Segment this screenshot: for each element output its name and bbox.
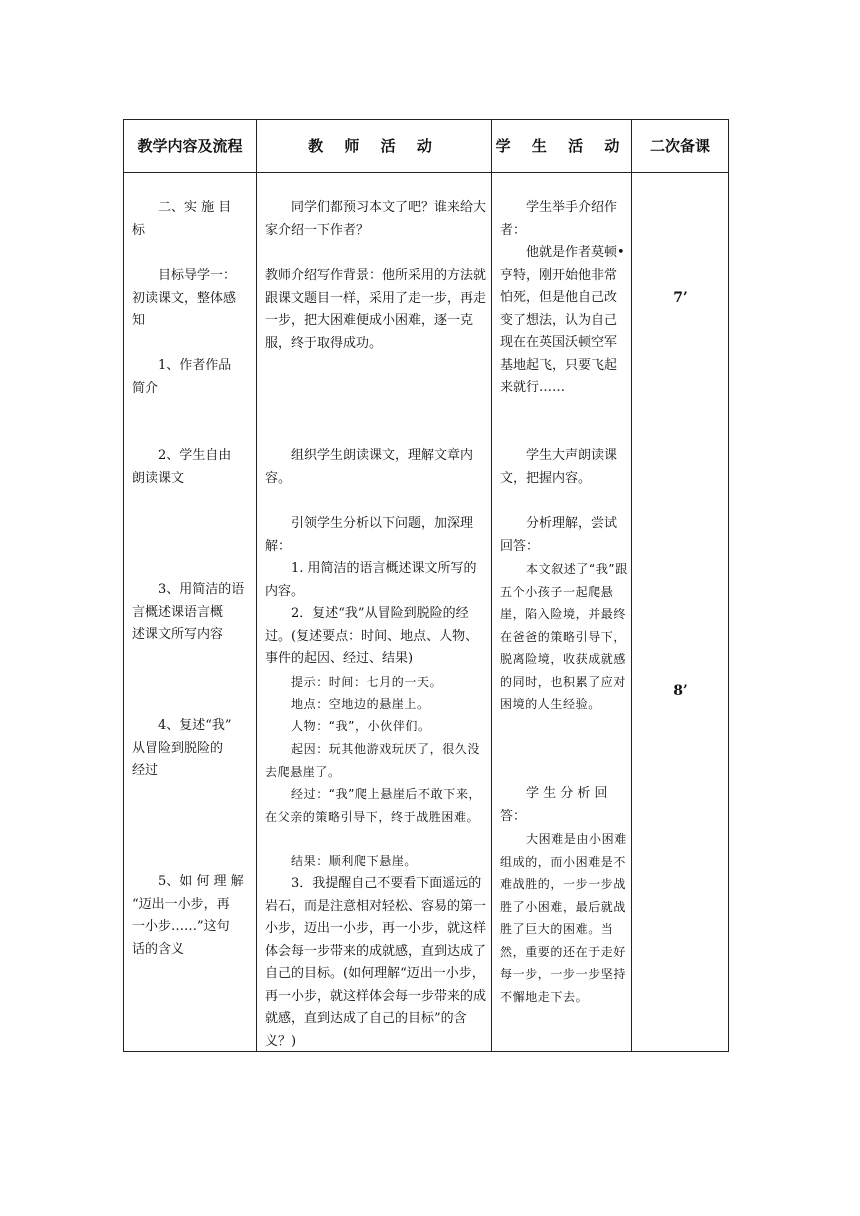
content-line: 简介 — [132, 380, 159, 396]
content-line: 经过 — [132, 763, 159, 778]
student-paragraph: 学 生 分 析 回答： — [500, 786, 608, 824]
header-row — [124, 120, 729, 173]
content-line: 目标导学一： — [158, 268, 237, 283]
teacher-activity-cell — [257, 173, 492, 1052]
header-content-flow-label: 教学内容及流程 — [137, 136, 243, 155]
content-line: 2、学生自由 — [158, 448, 232, 463]
teacher-question: 3．我提醒自己不要看下面遥远的岩石，而是注意相对轻松、容易的第一小步，迈出一小步，再一小步，就这样体会每一步带来的成就感，直到达成了自己的目标。(如何理解“迈出一小步，再一小步，就这样体会每一步带来的成就感，直到达成了自己的目标”的含义？) — [265, 876, 487, 1049]
teacher-paragraph: 教师介绍写作背景：他所采用的方法就跟课文题目一样，采用了走一步，再走一步，把大困难便成小困难，逐一克服，终于取得成功。 — [265, 268, 487, 351]
student-activity-cell — [492, 173, 632, 1052]
header-second-prep-label: 二次备课 — [649, 136, 710, 155]
content-line: 3、用简洁的语 — [158, 582, 245, 597]
student-paragraph: 他就是作者莫顿•亨特，刚开始他非常怕死，但是他自己改变了想法，认为自己现在在英国沃顿空军基地起飞，只要飞起来就行…… — [500, 245, 625, 395]
teacher-paragraph: 引领学生分析以下问题，加深理解： — [265, 516, 474, 554]
student-paragraph: 学生大声朗读课文，把握内容。 — [500, 448, 618, 486]
content-line: 从冒险到脱险的 — [132, 740, 224, 756]
lesson-plan-table — [123, 119, 729, 1052]
header-teacher-activity — [257, 120, 492, 173]
content-line: 言概述课语言概 — [132, 604, 224, 620]
student-paragraph: 学生举手介绍作者： — [500, 200, 618, 238]
header-teacher-label: 教 师 活 动 — [308, 136, 440, 155]
teacher-paragraph: 组织学生朗读课文，理解文章内容。 — [265, 448, 474, 486]
teacher-hint: 提示：时间：七月的一天。 — [291, 675, 443, 689]
content-line: 5、如 何 理 解 — [158, 874, 244, 889]
content-line: 标 — [132, 222, 146, 238]
teacher-hint: 人物：“我”，小伙伴们。 — [291, 719, 431, 733]
content-line: 朗读课文 — [132, 470, 185, 486]
teacher-hint: 起因：玩其他游戏玩厌了，很久没去爬悬崖了。 — [265, 742, 481, 779]
content-line: 一小步……”这句 — [132, 919, 230, 934]
content-line: 知 — [132, 313, 146, 328]
content-line: 初读课文，整体感 — [132, 290, 237, 306]
header-student-label: 学 生 活 动 — [495, 136, 628, 155]
header-content-flow — [124, 120, 257, 173]
time-note: 8’ — [673, 683, 688, 699]
content-line: 4、复述“我” — [158, 718, 232, 733]
teacher-paragraph: 同学们都预习本文了吧？谁来给大家介绍一下作者？ — [265, 200, 487, 238]
content-line: 述课文所写内容 — [132, 627, 224, 642]
teacher-hint: 经过：“我”爬上悬崖后不敢下来，在父亲的策略引导下，终于战胜困难。 — [265, 787, 482, 824]
content-line: 二、实 施 目 — [158, 200, 232, 215]
teacher-question: 1. 用简洁的语言概述课文所写的内容。 — [265, 561, 477, 599]
teacher-hint: 结果：顺利爬下悬崖。 — [291, 854, 418, 868]
student-answer: 本文叙述了“我”跟五个小孩子一起爬悬崖，陷入险境，并最终在爸爸的策略引导下，脱离险境，收获成就感的同时，也积累了应对困境的人生经验。 — [500, 562, 628, 711]
body-row — [124, 173, 729, 1052]
content-line: 话的含义 — [132, 941, 185, 957]
content-flow-cell — [124, 173, 257, 1052]
student-paragraph: 分析理解，尝试回答： — [500, 516, 618, 554]
content-line: 1、作者作品 — [158, 358, 232, 373]
student-answer: 大困难是由小困难组成的，而小困难是不难战胜的，一步一步战胜了小困难，最后就战胜了巨大的困难。当然，重要的还在于走好每一步，一步一步坚持不懈地走下去。 — [500, 832, 627, 1004]
teacher-hint: 地点：空地边的悬崖上。 — [291, 697, 430, 711]
time-note: 7’ — [673, 290, 688, 306]
header-student-activity — [492, 120, 632, 173]
teacher-question: 2．复述“我”从冒险到脱险的经过。(复述要点：时间、地点、人物、事件的起因、经过、结果) — [265, 606, 479, 666]
second-prep-cell — [632, 173, 729, 1052]
content-line: “迈出一小步，再 — [132, 896, 230, 912]
header-second-prep — [632, 120, 729, 173]
